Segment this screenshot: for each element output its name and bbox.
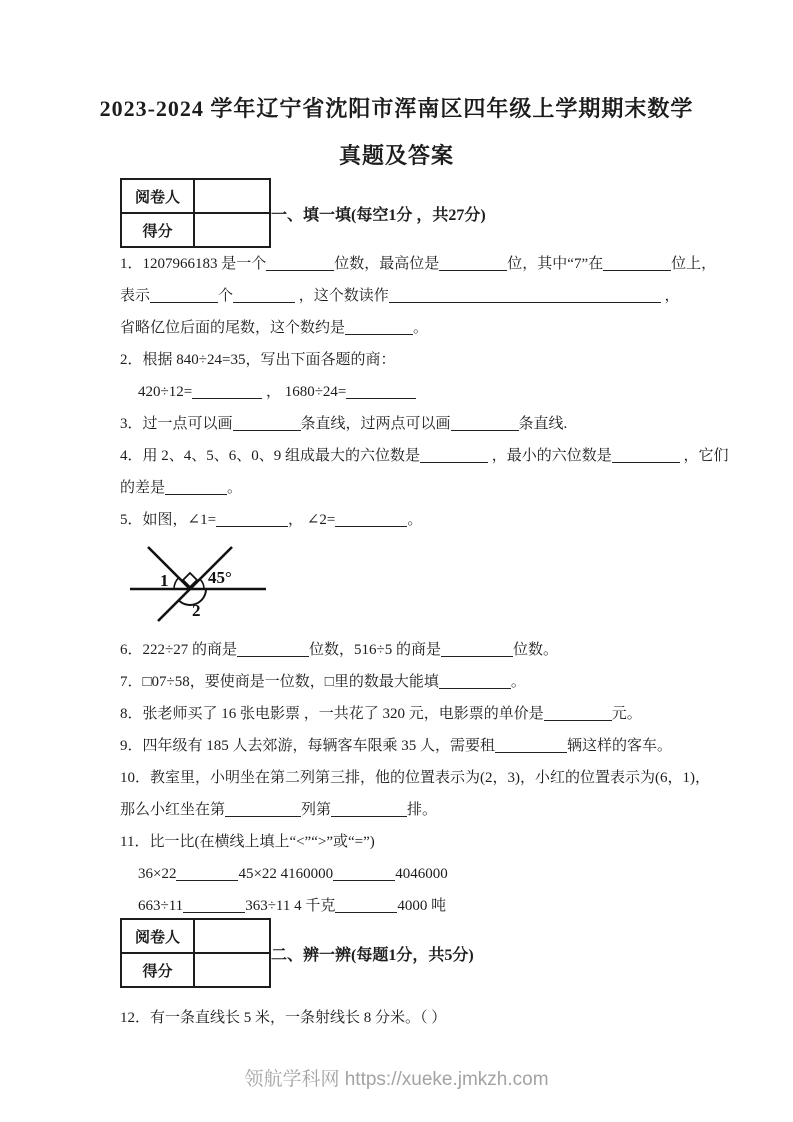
text-run: 位数，516÷5 的商是 [308, 642, 441, 658]
text-run: 663÷11 [138, 898, 184, 914]
text-run: 。 [510, 674, 526, 690]
text-run: 4000 吨 [397, 898, 447, 914]
question-2-line-1 [120, 344, 720, 376]
fill-in-blank [451, 415, 519, 431]
text-run: 5．如图，∠1= [120, 512, 217, 528]
fill-in-blank [333, 865, 395, 881]
table-row [121, 919, 270, 953]
question-8-line-1 [120, 698, 720, 730]
angle-diagram-svg [128, 533, 268, 641]
ray-up-left [148, 547, 190, 589]
text-run: 9．四年级有 185 人去郊游，每辆客车限乘 35 人，需要租 [120, 738, 496, 754]
question-11-line-1 [120, 826, 720, 858]
text-run: 。 [413, 320, 429, 336]
questions-1-to-5 [120, 248, 729, 536]
fill-in-blank [389, 287, 661, 303]
text-run: ， 1680÷24= [262, 384, 347, 400]
score-value-cell [194, 953, 270, 987]
question-2-line-2 [120, 376, 720, 408]
text-run: 省略亿位后面的尾数，这个数约是 [120, 320, 346, 336]
section-1-header [120, 178, 486, 248]
reviewer-value-cell [194, 919, 270, 953]
section-1-heading: 一、填一填(每空1分 ，共27分) [271, 206, 486, 224]
question-4-line-1 [120, 440, 729, 472]
angle-diagram [128, 533, 268, 641]
fill-in-blank [150, 287, 218, 303]
text-run: 36×22 [138, 866, 177, 882]
angle-1-label: 1 [160, 571, 169, 590]
question-4-line-2 [120, 472, 720, 504]
text-run: 位，其中“7”在 [507, 256, 604, 272]
fill-in-blank [192, 383, 262, 399]
score-label-cell: 得分 [121, 213, 194, 247]
text-run: 4046000 [395, 866, 448, 882]
fill-in-blank [420, 447, 488, 463]
fill-in-blank [233, 287, 295, 303]
section-2-heading: 二、辨一辨(每题1分，共5分) [271, 946, 474, 964]
reviewer-value-cell [194, 179, 270, 213]
angle-45-label: 45° [208, 568, 232, 587]
question-11-line-2 [120, 858, 720, 890]
question-12-line-1 [120, 1002, 720, 1034]
questions-6-to-11 [120, 634, 720, 922]
reviewer-label-cell: 阅卷人 [121, 919, 194, 953]
text-run: 。 [407, 512, 423, 528]
text-run: 4．用 2、4、5、6、0、9 组成最大的六位数是 [120, 448, 421, 464]
text-run: ，它们 [679, 448, 729, 464]
question-6-line-1 [120, 634, 720, 666]
text-run: 10．教室里，小明坐在第二列第三排，他的位置表示为(2，3)，小红的位置表示为(6，1)， [120, 770, 710, 786]
text-run: 363÷11 4 千克 [245, 898, 336, 914]
fill-in-blank [439, 255, 507, 271]
fill-in-blank [346, 383, 416, 399]
text-run: ，最小的六位数是 [488, 448, 612, 464]
text-run: ，这个数读作 [295, 288, 389, 304]
angle-2-label: 2 [192, 601, 201, 620]
fill-in-blank [439, 673, 511, 689]
page-title: 2023-2024 学年辽宁省沈阳市浑南区四年级上学期期末数学 [99, 96, 694, 121]
text-run: 辆这样的客车。 [567, 738, 673, 754]
site-watermark: 领航学科网 https://xueke.jmkzh.com [244, 1069, 549, 1090]
question-5-line-1 [120, 504, 720, 536]
question-10-line-2 [120, 794, 720, 826]
text-run: 的差是 [120, 480, 166, 496]
fill-in-blank [612, 447, 680, 463]
fill-in-blank [176, 865, 238, 881]
table-row [121, 213, 270, 247]
fill-in-blank [183, 897, 245, 913]
question-3-line-1 [120, 408, 720, 440]
page-title-line2: 真题及答案 [338, 143, 454, 168]
fill-in-blank [233, 415, 301, 431]
text-run: 个 [218, 288, 234, 304]
fill-in-blank [544, 705, 612, 721]
question-1-line-2 [120, 280, 720, 312]
text-run: 420÷12= [138, 384, 193, 400]
question-7-line-1 [120, 666, 720, 698]
text-run: 位上， [671, 256, 717, 272]
fill-in-blank [216, 511, 288, 527]
text-run: 那么小红坐在第 [120, 802, 226, 818]
text-run: 7．□07÷58，要使商是一位数，□里的数最大能填 [120, 674, 439, 690]
text-run: 11．比一比(在横线上填上“<”“>”或“=”) [120, 834, 375, 850]
text-run: 元。 [611, 706, 642, 722]
text-run: 3．过一点可以画 [120, 416, 233, 432]
text-run: 6．222÷27 的商是 [120, 642, 237, 658]
text-run: 。 [227, 480, 243, 496]
fill-in-blank [441, 641, 513, 657]
angle-45-arc [200, 579, 204, 589]
angle-1-arc [174, 578, 179, 589]
fill-in-blank [225, 801, 301, 817]
section-2-header [120, 918, 474, 988]
text-run: 列第 [301, 802, 332, 818]
table-row [121, 179, 270, 213]
score-value-cell [194, 213, 270, 247]
text-run: ， [660, 288, 680, 304]
text-run: 排。 [407, 802, 438, 818]
fill-in-blank [335, 511, 407, 527]
fill-in-blank [345, 319, 413, 335]
text-run: 位数，最高位是 [334, 256, 440, 272]
question-1-line-3 [120, 312, 720, 344]
table-row [121, 953, 270, 987]
text-run: 1．1207966183 是一个 [120, 256, 267, 272]
question-12-block [120, 1002, 720, 1034]
question-10-line-1 [120, 762, 720, 794]
text-run: 条直线，过两点可以画 [300, 416, 451, 432]
fill-in-blank [335, 897, 397, 913]
fill-in-blank [495, 737, 567, 753]
text-run: 位数。 [512, 642, 558, 658]
text-run: 表示 [120, 288, 151, 304]
text-run: 条直线. [518, 416, 568, 432]
fill-in-blank [237, 641, 309, 657]
fill-in-blank [266, 255, 334, 271]
fill-in-blank [603, 255, 671, 271]
text-run: ， ∠2= [288, 512, 336, 528]
fill-in-blank [165, 479, 227, 495]
text-run: 45×22 4160000 [238, 866, 334, 882]
score-label-cell: 得分 [121, 953, 194, 987]
score-table-2 [120, 918, 271, 988]
question-1-line-1 [120, 248, 720, 280]
text-run: 8．张老师买了 16 张电影票 ，一共花了 320 元，电影票的单价是 [120, 706, 544, 722]
text-run: 2．根据 840÷24=35，写出下面各题的商： [120, 352, 396, 368]
text-run: 12．有一条直线长 5 米，一条射线长 8 分米。（ ） [120, 1010, 447, 1026]
score-table-1 [120, 178, 271, 248]
reviewer-label-cell: 阅卷人 [121, 179, 194, 213]
fill-in-blank [331, 801, 407, 817]
question-9-line-1 [120, 730, 720, 762]
